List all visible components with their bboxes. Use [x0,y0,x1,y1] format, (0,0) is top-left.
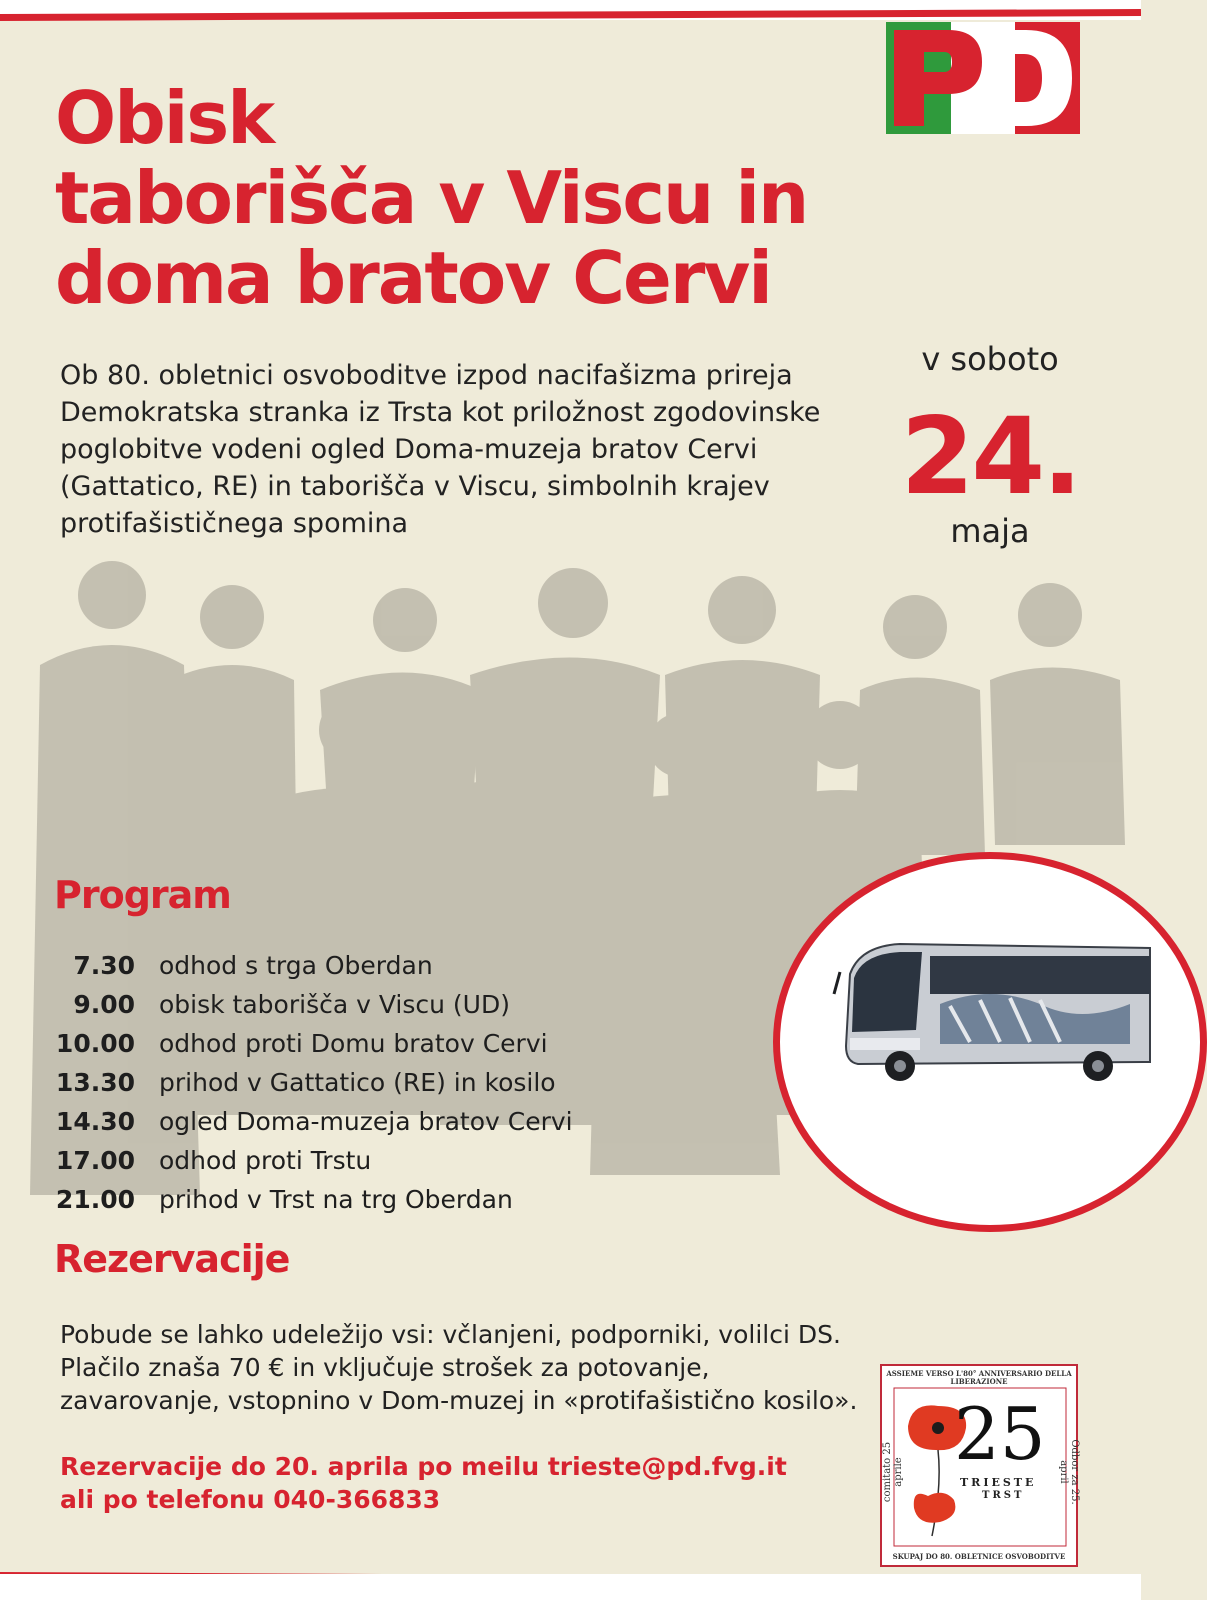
program-time: 10.00 [55,1029,135,1058]
bus-icon [830,934,1150,1094]
program-item [55,1141,675,1180]
reservations-email-line: Rezervacije do 20. aprila po meilu trieste@pd.fvg.it [60,1452,787,1481]
program-item [55,1180,675,1219]
reservations-title: Rezervacije [54,1237,290,1281]
title-line-3: doma bratov Cervi [55,236,771,320]
date-month: maja [950,512,1030,550]
program-activity: ogled Doma-muzeja bratov Cervi [159,1107,573,1136]
badge-top-text: ASSIEME VERSO L'80° ANNIVERSARIO DELLA LIBERAZIONE [886,1369,1072,1386]
program-item [55,985,675,1024]
program-activity: prihod v Trst na trg Oberdan [159,1185,513,1214]
pd-logo [886,22,1080,134]
program-list [55,946,675,1219]
program-item [55,1063,675,1102]
date-weekday: v soboto [921,340,1059,378]
program-time: 13.30 [55,1068,135,1097]
title-line-2: taborišča v Viscu in [55,156,808,240]
reservations-contact [60,1450,860,1516]
bottom-band [0,1574,1141,1600]
bus-image-circle [773,852,1207,1232]
program-activity: odhod proti Domu bratov Cervi [159,1029,548,1058]
badge-left-text: comitato 25 aprile [882,1441,904,1503]
badge-city-sl: TRST [982,1490,1025,1501]
program-item [55,1024,675,1063]
program-time: 7.30 [73,951,135,980]
program-time: 9.00 [73,990,135,1019]
intro-paragraph: Ob 80. obletnici osvoboditve izpod nacifašizma prireja Demokratska stranka iz Trsta kot priložnost zgodovinske poglobitve vodeni ogled Doma-muzeja bratov Cervi (Gattatico, RE) in taborišča v Viscu, simbolnih krajev protifašističnega spomina [60,360,821,539]
program-time: 21.00 [55,1185,135,1214]
badge-city-it: TRIESTE [960,1476,1037,1489]
badge-bottom-text: SKUPAJ DO 80. OBLETNICE OSVOBODITVE [892,1552,1066,1561]
date-day: 24. [900,395,1080,518]
program-activity: odhod proti Trstu [159,1146,372,1175]
badge-number: 25 [954,1392,1046,1476]
program-activity: odhod s trga Oberdan [159,951,433,980]
program-item [55,946,675,985]
title-line-1: Obisk [55,76,274,160]
program-activity: obisk taborišča v Viscu (UD) [159,990,510,1019]
program-activity: prihod v Gattatico (RE) in kosilo [159,1068,556,1097]
page-title [55,78,815,318]
reservations-phone-line: ali po telefonu 040-366833 [60,1485,441,1514]
program-time: 14.30 [55,1107,135,1136]
anniversary-badge [880,1364,1078,1567]
program-item [55,1102,675,1141]
program-time: 17.00 [55,1146,135,1175]
badge-right-text: Odbor za 25. april [1058,1439,1080,1505]
reservations-text: Pobude se lahko udeležijo vsi: včlanjeni, podporniki, volilci DS. Plačilo znaša 70 € in vključuje strošek za potovanje, zavarovanje, vstopnino v Dom-muzej in «protifašistično kosilo». [60,1320,858,1415]
program-title: Program [54,873,231,917]
